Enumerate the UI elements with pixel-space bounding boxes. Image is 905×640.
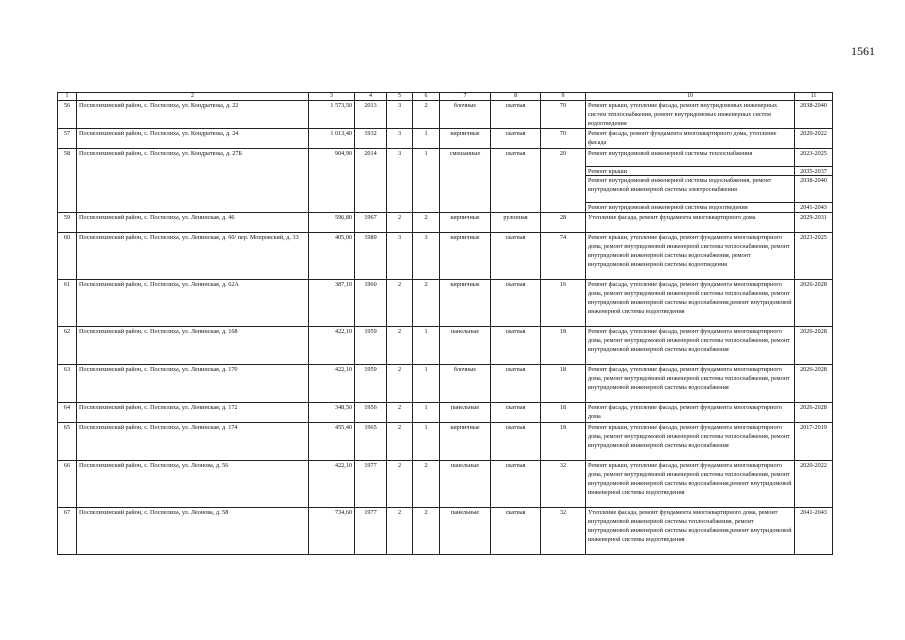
column-header: 8 (491, 93, 541, 101)
period-cell (795, 101, 833, 129)
area-cell: 422,10 (309, 365, 355, 403)
table-row (58, 508, 833, 555)
entrances-cell: 2 (413, 101, 440, 129)
wall-material-cell: панельные (440, 403, 491, 423)
work-period: 2038-2040 (800, 102, 827, 109)
area-cell: 734,60 (309, 508, 355, 555)
entrances-cell: 2 (413, 280, 440, 327)
row-number-cell: 64 (58, 403, 77, 423)
work-description: Ремонт фасада, ремонт фундамента многоквартирного дома, утепление фасада (588, 130, 777, 146)
row-number-cell: 56 (58, 101, 77, 129)
floors-cell: 2 (387, 327, 413, 365)
build-year-cell: 2014 (355, 149, 387, 213)
wear-percent-cell: 16 (541, 280, 586, 327)
wear-percent-cell: 18 (541, 403, 586, 423)
works-cell (586, 280, 795, 327)
build-year-cell: 1932 (355, 129, 387, 149)
build-year-cell: 1959 (355, 365, 387, 403)
wear-percent-cell: 18 (541, 327, 586, 365)
period-cell (795, 365, 833, 403)
works-cell (586, 101, 795, 129)
work-description: Ремонт внутридомовой инженерной системы теплоснабжения (586, 149, 794, 167)
wall-material-cell: блочные (440, 101, 491, 129)
wear-percent-cell: 28 (541, 213, 586, 233)
build-year-cell: 1989 (355, 233, 387, 280)
period-cell (795, 403, 833, 423)
column-header: 2 (77, 93, 309, 101)
wall-material-cell: панельные (440, 461, 491, 508)
period-cell (795, 423, 833, 461)
work-period: 2041-2043 (800, 204, 827, 211)
works-cell (586, 403, 795, 423)
roof-type-cell: скатная (491, 365, 541, 403)
floors-cell: 2 (387, 403, 413, 423)
address-cell: Поспелихинский район, с. Поспелиха, ул. Ленинская, д. 46 (77, 213, 309, 233)
area-cell: 1 573,50 (309, 101, 355, 129)
work-description: Ремонт крыши, утепление фасада, ремонт фундамента многоквартирного дома, ремонт внутридомовой инженерной системы теплоснабжения, ремонт внутридомовой инженерной системы водоснабжения (588, 424, 790, 449)
table-row (58, 423, 833, 461)
roof-type-cell: скатная (491, 280, 541, 327)
works-cell (586, 233, 795, 280)
works-cell (586, 213, 795, 233)
build-year-cell: 2013 (355, 101, 387, 129)
table-row (58, 101, 833, 129)
works-cell (586, 365, 795, 403)
roof-type-cell: скатная (491, 101, 541, 129)
area-cell: 348,50 (309, 403, 355, 423)
wall-material-cell: кирпичные (440, 129, 491, 149)
area-cell: 1 013,40 (309, 129, 355, 149)
entrances-cell: 2 (413, 461, 440, 508)
column-header: 7 (440, 93, 491, 101)
floors-cell: 3 (387, 129, 413, 149)
wall-material-cell: кирпичные (440, 213, 491, 233)
column-header: 1 (58, 93, 77, 101)
entrances-cell: 3 (413, 233, 440, 280)
row-number-cell: 61 (58, 280, 77, 327)
work-description: Ремонт внутридомовой инженерной системы водоснабжения, ремонт внутридомовой инженерной системы электроснабжения (586, 176, 794, 203)
row-number-cell: 60 (58, 233, 77, 280)
table-row (58, 213, 833, 233)
build-year-cell: 1956 (355, 403, 387, 423)
area-cell: 422,10 (309, 461, 355, 508)
work-description: Ремонт фасада, утепление фасада, ремонт фундамента многоквартирного дома, ремонт внутридомовой инженерной системы теплоснабжения, ремонт внутридомовой инженерной системы водоснабжения (588, 328, 790, 353)
works-cell (586, 508, 795, 555)
work-description: Ремонт крыши, утепление фасада, ремонт внутридомовых инженерных систем теплоснабжения, ремонт внутридомовых инженерных систем водоотведения (588, 102, 778, 127)
column-header: 3 (309, 93, 355, 101)
address-cell: Поспелихинский район, с. Поспелиха, ул. Кондратюка, д. 27Б (77, 149, 309, 213)
wall-material-cell: кирпичные (440, 280, 491, 327)
wear-percent-cell: 70 (541, 129, 586, 149)
address-cell: Поспелихинский район, с. Поспелиха, ул. Леонова, д. 58 (77, 508, 309, 555)
roof-type-cell: скатная (491, 233, 541, 280)
work-period: 2020-2022 (800, 130, 827, 137)
work-period: 2026-2028 (800, 281, 827, 288)
wall-material-cell: кирпичные (440, 423, 491, 461)
row-number-cell: 58 (58, 149, 77, 213)
address-cell: Поспелихинский район, с. Поспелиха, ул. Ленинская, д. 172 (77, 403, 309, 423)
work-description: Ремонт внутридомовой инженерной системы водоотведения (588, 204, 748, 211)
work-period: 2023-2025 (800, 234, 827, 241)
period-cell (795, 233, 833, 280)
work-description: Утепление фасада, ремонт фундамента многоквартирного дома, ремонт внутридомовой инженерной системы теплоснабжения, ремонт внутридомовой инженерной системы водоснабжения,ремонт внутридомовой инженерной системы водоотведения (588, 509, 792, 543)
wall-material-cell: блочные (440, 365, 491, 403)
table-row (58, 365, 833, 403)
table-row (58, 403, 833, 423)
row-number-cell: 59 (58, 213, 77, 233)
wear-percent-cell: 18 (541, 365, 586, 403)
wear-percent-cell: 74 (541, 233, 586, 280)
row-number-cell: 57 (58, 129, 77, 149)
column-number-row (58, 93, 833, 101)
works-cell (586, 423, 795, 461)
row-number-cell: 67 (58, 508, 77, 555)
work-description: Ремонт крыши, утепление фасада, ремонт фундамента многоквартирного дома, ремонт внутридомовой инженерной системы теплоснабжения, ремонт внутридомовой инженерной системы водоснабжения, ремонт внутридомовой инженерной системы водоотведения (588, 234, 790, 268)
works-cell (586, 461, 795, 508)
work-description: Ремонт крыши (586, 167, 794, 176)
entrances-cell: 2 (413, 213, 440, 233)
work-description: Ремонт фасада, утепление фасада, ремонт фундамента многоквартирного дома, ремонт внутридомовой инженерной системы теплоснабжения, ремонт внутридомовой инженерной системы водоснабжения,ремонт внутридомовой инженерной системы водоотведения (588, 281, 792, 315)
roof-type-cell: скатная (491, 129, 541, 149)
column-header: 10 (586, 93, 795, 101)
entrances-cell: 1 (413, 327, 440, 365)
work-period: 2017-2019 (800, 424, 827, 431)
row-number-cell: 66 (58, 461, 77, 508)
floors-cell: 2 (387, 423, 413, 461)
period-cell (795, 508, 833, 555)
period-cell (795, 129, 833, 149)
roof-type-cell: рулонная (491, 213, 541, 233)
floors-cell: 3 (387, 101, 413, 129)
column-header: 11 (795, 93, 833, 101)
work-description: Ремонт фасада, утепление фасада, ремонт фундамента многоквартирного дома, ремонт внутридомовой инженерной системы теплоснабжения, ремонт внутридомовой инженерной системы водоснабжения (588, 366, 790, 391)
wall-material-cell: панельные (440, 508, 491, 555)
work-description: Ремонт крыши, утепление фасада, ремонт фундамента многоквартирного дома, ремонт внутридомовой инженерной системы теплоснабжения, ремонт внутридомовой инженерной системы водоснабжения,ремонт внутридомовой инженерной системы водоотведения (588, 462, 792, 496)
period-cell (795, 280, 833, 327)
column-header: 9 (541, 93, 586, 101)
entrances-cell: 1 (413, 365, 440, 403)
roof-type-cell: скатная (491, 461, 541, 508)
wear-percent-cell: 18 (541, 423, 586, 461)
floors-cell: 2 (387, 508, 413, 555)
table-row (58, 461, 833, 508)
entrances-cell: 2 (413, 508, 440, 555)
floors-cell: 2 (387, 280, 413, 327)
works-cell (586, 149, 795, 213)
table-row (58, 149, 833, 213)
area-cell: 422,10 (309, 327, 355, 365)
build-year-cell: 1967 (355, 213, 387, 233)
roof-type-cell: скатная (491, 327, 541, 365)
work-period: 2029-2031 (800, 214, 827, 221)
wear-percent-cell: 32 (541, 461, 586, 508)
page-number: 1561 (851, 44, 875, 58)
build-year-cell: 1977 (355, 508, 387, 555)
work-description: Ремонт фасада, утепление фасада, ремонт фундамента многоквартирного дома (588, 404, 782, 420)
period-cell (795, 461, 833, 508)
area-cell: 455,40 (309, 423, 355, 461)
area-cell: 405,00 (309, 233, 355, 280)
floors-cell: 3 (387, 149, 413, 213)
table-row (58, 233, 833, 280)
column-header: 5 (387, 93, 413, 101)
build-year-cell: 1977 (355, 461, 387, 508)
work-period: 2041-2043 (800, 509, 827, 516)
period-cell (795, 149, 833, 213)
area-cell: 596,80 (309, 213, 355, 233)
floors-cell: 2 (387, 213, 413, 233)
column-header: 6 (413, 93, 440, 101)
table-row (58, 327, 833, 365)
wall-material-cell: панельные (440, 327, 491, 365)
address-cell: Поспелихинский район, с. Поспелиха, ул. Ленинская, д. 170 (77, 365, 309, 403)
row-number-cell: 63 (58, 365, 77, 403)
entrances-cell: 1 (413, 129, 440, 149)
period-cell (795, 327, 833, 365)
area-cell: 387,10 (309, 280, 355, 327)
work-description: Утепление фасада, ремонт фундамента многоквартирного дома (588, 214, 756, 221)
repair-program-table (57, 92, 833, 555)
area-cell: 904,90 (309, 149, 355, 213)
wall-material-cell: смешанные (440, 149, 491, 213)
floors-cell: 3 (387, 233, 413, 280)
build-year-cell: 1959 (355, 327, 387, 365)
work-period: 2035-2037 (795, 167, 832, 176)
period-cell (795, 213, 833, 233)
address-cell: Поспелихинский район, с. Поспелиха, ул. Ленинская, д. 168 (77, 327, 309, 365)
work-period: 2038-2040 (795, 176, 832, 203)
entrances-cell: 1 (413, 423, 440, 461)
wall-material-cell: кирпичные (440, 233, 491, 280)
entrances-cell: 1 (413, 403, 440, 423)
work-period: 2026-2028 (800, 328, 827, 335)
wear-percent-cell: 32 (541, 508, 586, 555)
roof-type-cell: скатная (491, 149, 541, 213)
roof-type-cell: скатная (491, 403, 541, 423)
roof-type-cell: скатная (491, 423, 541, 461)
build-year-cell: 1960 (355, 280, 387, 327)
roof-type-cell: скатная (491, 508, 541, 555)
build-year-cell: 1965 (355, 423, 387, 461)
floors-cell: 2 (387, 461, 413, 508)
address-cell: Поспелихинский район, с. Поспелиха, ул. Ленинская, д. 62А (77, 280, 309, 327)
wear-percent-cell: 70 (541, 101, 586, 129)
work-period: 2020-2022 (800, 462, 827, 469)
wear-percent-cell: 20 (541, 149, 586, 213)
address-cell: Поспелихинский район, с. Поспелиха, ул. Кондратюка, д. 24 (77, 129, 309, 149)
address-cell: Поспелихинский район, с. Поспелиха, ул. Ленинская, д. 60/ пер. Мопровский, д. 33 (77, 233, 309, 280)
row-number-cell: 65 (58, 423, 77, 461)
floors-cell: 2 (387, 365, 413, 403)
work-period: 2026-2028 (800, 404, 827, 411)
table-row (58, 280, 833, 327)
entrances-cell: 1 (413, 149, 440, 213)
works-cell (586, 129, 795, 149)
column-header: 4 (355, 93, 387, 101)
work-period: 2023-2025 (795, 149, 832, 167)
row-number-cell: 62 (58, 327, 77, 365)
address-cell: Поспелихинский район, с. Поспелиха, ул. Кондратюка, д. 22 (77, 101, 309, 129)
works-cell (586, 327, 795, 365)
table-row (58, 129, 833, 149)
address-cell: Поспелихинский район, с. Поспелиха, ул. Леонова, д. 56 (77, 461, 309, 508)
address-cell: Поспелихинский район, с. Поспелиха, ул. Ленинская, д. 174 (77, 423, 309, 461)
work-period: 2026-2028 (800, 366, 827, 373)
